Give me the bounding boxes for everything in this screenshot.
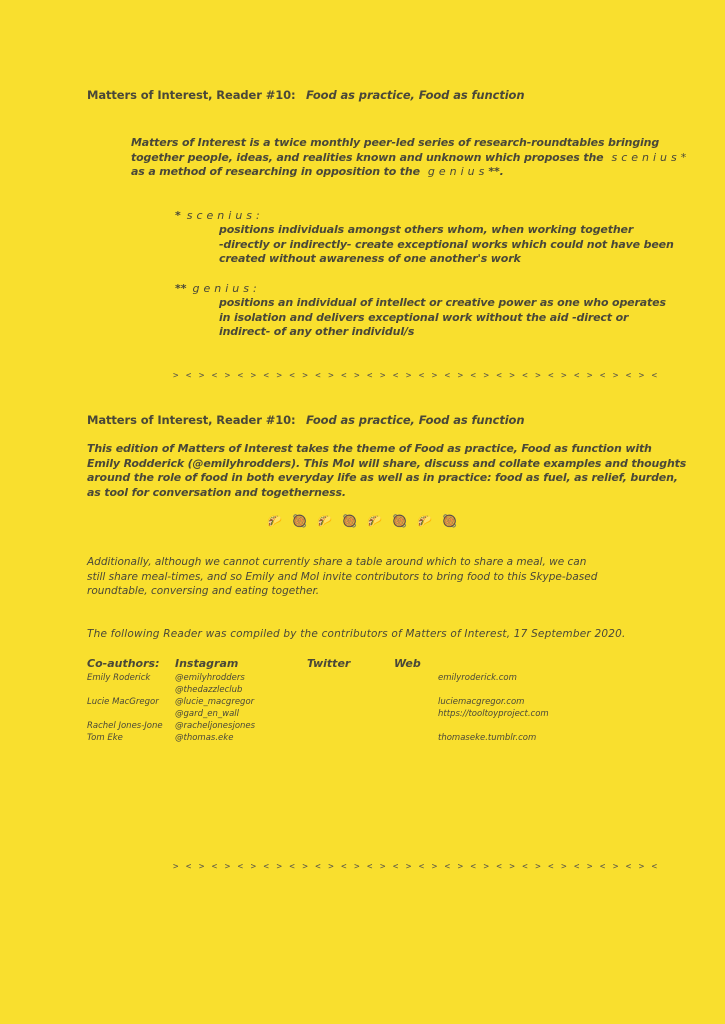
asterisk-marker: * [175, 209, 181, 222]
definition-genius-heading [175, 282, 261, 295]
instagram-handle[interactable]: @thedazzleclub [175, 685, 243, 695]
theme-title: Food as practice, Food as function [306, 88, 525, 102]
instagram-handle[interactable]: @thomas.eke [175, 733, 234, 743]
intro-line-3: as a method of researching in opposition to the genius**. [131, 165, 504, 178]
web-link[interactable]: emilyroderick.com [438, 673, 517, 683]
column-header-instagram: Instagram [175, 657, 239, 670]
chevron-divider-top: > < > < > < > < > < > < > < > < > < > < > < > < > < > < > < > < > < > < > < [173, 371, 659, 381]
definition-term: scenius: [186, 209, 264, 222]
reader-title-second [87, 413, 525, 427]
scenius-term: scenius* [611, 150, 691, 164]
compiled-note: The following Reader was compiled by the contributors of Matters of Interest, 17 September 2020. [87, 628, 626, 640]
definition-line: indirect- of any other individul/s [219, 325, 415, 338]
column-header-web: Web [394, 657, 421, 670]
edition-line: around the role of food in both everyday life as well as in practice: food as fuel, as relief, burden, [87, 471, 678, 484]
additional-line: Additionally, although we cannot currently share a table around which to share a meal, we can [87, 556, 587, 568]
coauthor-name: Rachel Jones-Jone [87, 721, 163, 731]
taco-icon: 🌮 [417, 514, 432, 528]
additional-line: still share meal-times, and so Emily and MoI invite contributors to bring food to this Skype-based [87, 570, 598, 583]
reader-title-top [87, 88, 525, 102]
food-emoji-row [262, 514, 462, 528]
double-asterisk-marker: ** [175, 282, 187, 295]
web-link[interactable]: luciemacgregor.com [438, 697, 525, 707]
web-link[interactable] [438, 720, 549, 732]
coauthor-name [87, 708, 163, 720]
intro-paragraph [131, 136, 690, 180]
shallow-pan-of-food-icon: 🥘 [442, 514, 457, 528]
web-link[interactable]: https://tooltoyproject.com [438, 709, 549, 719]
column-header-coauthors: Co-authors: [87, 657, 160, 670]
intro-line-1: Matters of Interest is a twice monthly peer-led series of research-roundtables bringing [131, 136, 660, 149]
series-label: Matters of Interest, Reader #10: [87, 413, 296, 427]
coauthor-names-column [87, 672, 163, 744]
instagram-handle[interactable]: @emilyhrodders [175, 673, 245, 683]
edition-paragraph [87, 442, 686, 500]
additional-paragraph [87, 555, 597, 599]
web-link[interactable]: thomaseke.tumblr.com [438, 733, 537, 743]
definition-line: positions individuals amongst others whom, when working together [219, 223, 634, 236]
definition-line: -directly or indirectly- create exceptional works which could not have been [219, 237, 674, 251]
definition-term: genius: [192, 282, 261, 295]
additional-line: roundtable, conversing and eating together. [87, 585, 320, 597]
shallow-pan-of-food-icon: 🥘 [392, 514, 407, 528]
web-column [438, 672, 549, 744]
coauthor-name: Emily Roderick [87, 673, 151, 683]
coauthor-name: Lucie MacGregor [87, 697, 159, 707]
edition-line: Emily Rodderick (@emilyhrodders). This MoI will share, discuss and collate examples and thoughts [87, 456, 687, 470]
theme-title: Food as practice, Food as function [306, 413, 525, 427]
definition-scenius-heading [175, 209, 264, 222]
shallow-pan-of-food-icon: 🥘 [292, 514, 307, 528]
shallow-pan-of-food-icon: 🥘 [342, 514, 357, 528]
taco-icon: 🌮 [367, 514, 382, 528]
taco-icon: 🌮 [267, 514, 282, 528]
coauthor-name: Tom Eke [87, 733, 123, 743]
column-header-twitter: Twitter [307, 657, 351, 670]
definition-genius-body [219, 296, 666, 340]
web-link[interactable] [438, 684, 549, 696]
definition-line: created without awareness of one another's work [219, 252, 521, 265]
definition-line: in isolation and delivers exceptional work without the aid -direct or [219, 310, 629, 324]
definition-scenius-body [219, 223, 674, 267]
series-label: Matters of Interest, Reader #10: [87, 88, 296, 102]
chevron-divider-bottom: > < > < > < > < > < > < > < > < > < > < > < > < > < > < > < > < > < > < > < [173, 862, 659, 872]
edition-line: This edition of Matters of Interest takes the theme of Food as practice, Food as function with [87, 442, 652, 455]
intro-line-2: together people, ideas, and realities known and unknown which proposes the scenius* [131, 150, 691, 164]
instagram-handle[interactable]: @racheljonesjones [175, 721, 256, 731]
instagram-handle[interactable]: @gard_en_wall [175, 709, 239, 719]
coauthor-name [87, 684, 163, 696]
definition-line: positions an individual of intellect or creative power as one who operates [219, 296, 666, 309]
genius-term: genius [427, 165, 489, 178]
edition-line: as tool for conversation and togetherness. [87, 485, 346, 499]
taco-icon: 🌮 [317, 514, 332, 528]
instagram-column [175, 672, 255, 744]
instagram-handle[interactable]: @lucie_macgregor [175, 697, 255, 707]
